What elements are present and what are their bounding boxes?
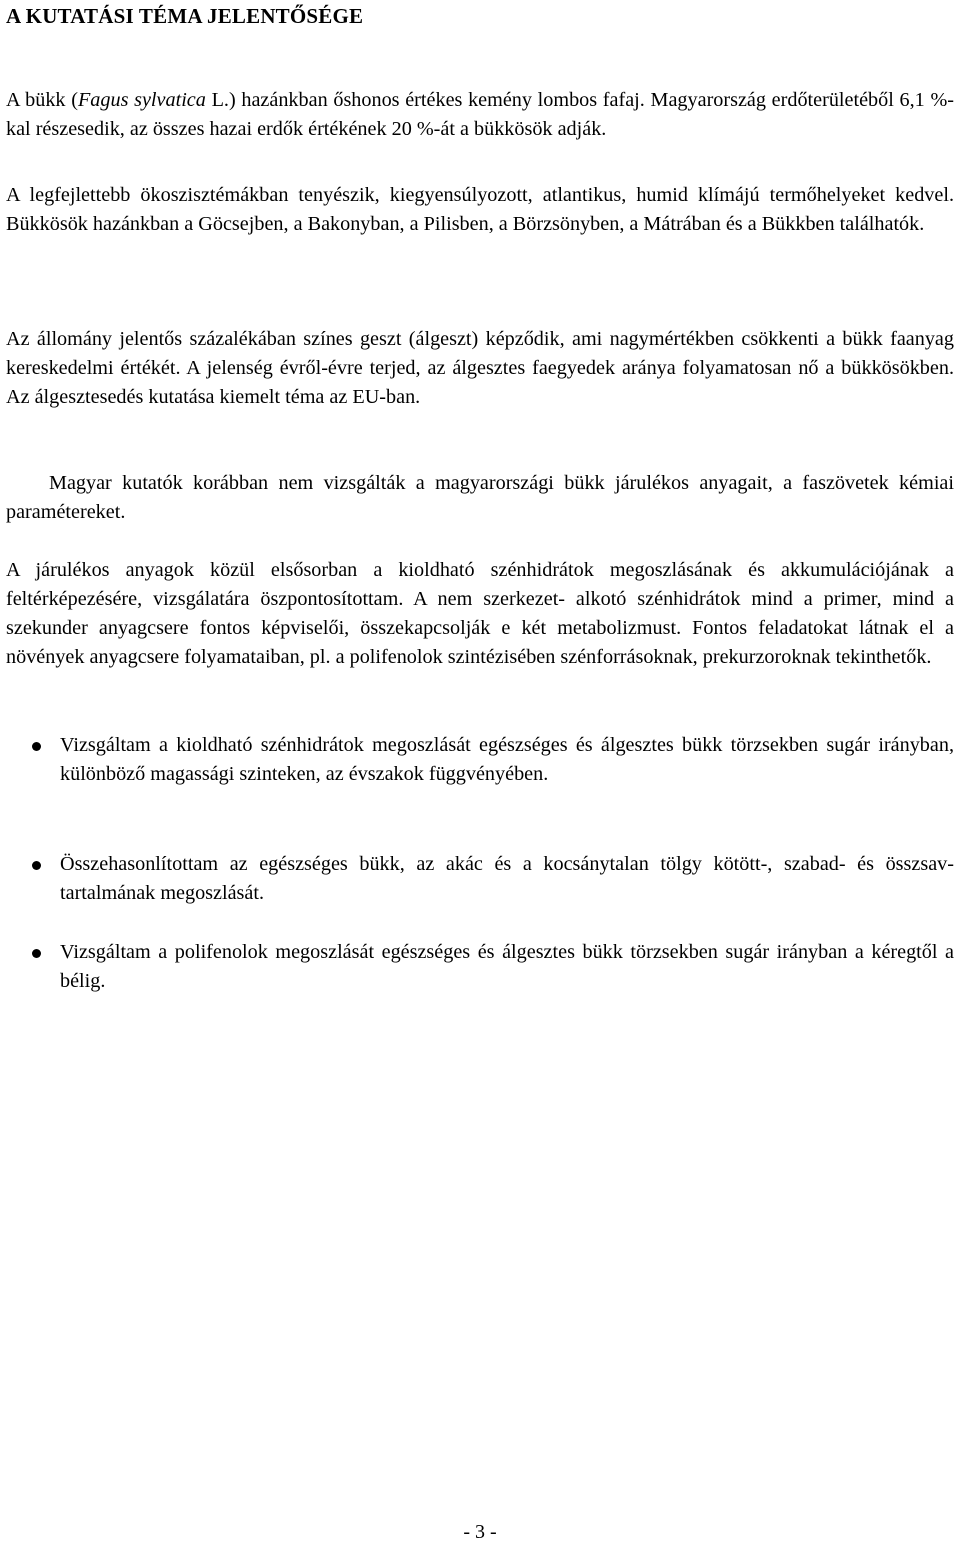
section-heading: A KUTATÁSI TÉMA JELENTŐSÉGE xyxy=(6,4,364,28)
paragraph-prior-research: Magyar kutatók korábban nem vizsgálták a magyarországi bükk járulékos anyagait, a faszövetek kémiai paramétereket. xyxy=(6,472,954,523)
species-name: Fagus sylvatica xyxy=(77,89,206,111)
bullet-item-carbohydrates xyxy=(32,731,954,789)
paragraph-intro-post: L.) hazánkban őshonos értékes kemény lombos fafaj. Magyarország erdőterületéből 6,1 %-kal részesedik, az összes hazai erdők értékének 20 %-át a bükkösök adják. xyxy=(6,89,955,140)
paragraph-habitat: A legfejlettebb ökoszisztémákban tenyészik, kiegyensúlyozott, atlantikus, humid klímájú termőhelyeket kedvel. Bükkösök hazánkban a Göcsejben, a Bakonyban, a Pilisben, a Börzsönyben, a Mátrában és a Bükkben találhatók. xyxy=(6,184,954,235)
bullet-text: Vizsgáltam a polifenolok megoszlását egészséges és álgesztes bükk törzsekben sugár irányban a kéregtől a bélig. xyxy=(60,941,954,992)
bullet-text: Összehasonlítottam az egészséges bükk, az akác és a kocsánytalan tölgy kötött-, szabad- és összsav-tartalmának megoszlását. xyxy=(60,853,954,904)
paragraph-focus: A járulékos anyagok közül elsősorban a kioldható szénhidrátok megoszlásának és akkumulációjának a feltérképezésére, vizsgálatára öszpontosítottam. A nem szerkezet- alkotó szénhidrátok mind a primer, mind a szekunder anyagcsere fontos képviselői, összekapcsolják e két metabolizmust. Fontos feladatokat látnak el a növények anyagcsere folyamataiban, pl. a polifenolok szintézisében szénforrásoknak, prekurzoroknak tekinthetők. xyxy=(6,559,954,668)
paragraph-intro xyxy=(6,86,954,144)
bullet-icon xyxy=(32,742,41,751)
page-number: - 3 - xyxy=(463,1521,497,1543)
bullet-icon xyxy=(32,949,41,958)
bullet-item-polyphenols xyxy=(32,938,954,996)
bullet-icon xyxy=(32,861,41,870)
paragraph-intro-pre: A bükk ( xyxy=(6,89,78,111)
bullet-text: Vizsgáltam a kioldható szénhidrátok megoszlását egészséges és álgesztes bükk törzsekben sugár irányban, különböző magassági szinteken, az évszakok függvényében. xyxy=(60,734,954,785)
paragraph-false-heartwood: Az állomány jelentős százalékában színes geszt (álgeszt) képződik, ami nagymértékben csökkenti a bükk faanyag kereskedelmi értékét. A jelenség évről-évre terjed, az álgesztes faegyedek aránya folyamatosan nő a bükkösökben. Az álgesztesedés kutatása kiemelt téma az EU-ban. xyxy=(6,328,954,408)
bullet-item-acids xyxy=(32,850,954,908)
